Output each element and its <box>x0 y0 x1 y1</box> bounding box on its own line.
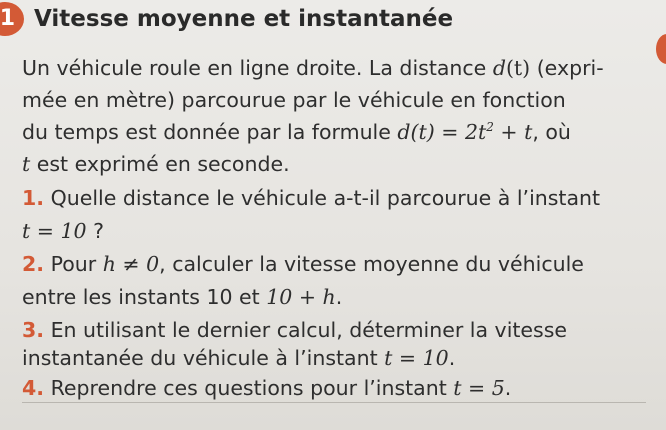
question-text: . <box>504 376 512 400</box>
math-expression: t = 5 <box>453 376 505 400</box>
question-text: instantanée du véhicule à l’instant <box>22 346 385 370</box>
math-expression: 10 + h <box>266 285 336 309</box>
question-text: . <box>335 285 343 309</box>
formula-t: t <box>478 120 487 144</box>
question-number: 1. <box>22 186 45 210</box>
statement-text: du temps est donnée par la formule <box>22 120 398 144</box>
math-expression: t = 10 <box>384 346 449 370</box>
math-var-d: d <box>492 56 506 80</box>
bottom-divider <box>22 402 646 403</box>
statement-line-2 <box>22 85 566 115</box>
statement-text: mée en mètre) parcourue par le véhicule en fonction <box>22 88 566 112</box>
question-text: En utilisant le dernier calcul, déterminer la vitesse <box>44 318 568 342</box>
question-4-line-1 <box>22 373 511 403</box>
math-expression: t = 10 <box>22 219 87 243</box>
statement-text: Un véhicule roule en ligne droite. La distance <box>22 56 493 80</box>
question-text: ? <box>86 219 104 243</box>
statement-line-4 <box>22 149 290 179</box>
question-3-line-2 <box>22 343 455 373</box>
question-1-line-2 <box>22 216 104 246</box>
math-arg-t: (t) <box>505 56 531 80</box>
question-number: 4. <box>22 376 45 400</box>
question-text: Quelle distance le véhicule a-t-il parcourue à l’instant <box>44 186 601 210</box>
edge-marker <box>656 34 666 64</box>
formula <box>397 120 532 144</box>
statement-text: (expri- <box>530 56 604 80</box>
math-var-t: t <box>22 152 31 176</box>
question-text: . <box>448 346 456 370</box>
formula-eq: = 2 <box>434 120 479 144</box>
question-text: Pour <box>44 252 103 276</box>
question-1-line-1 <box>22 183 600 213</box>
formula-lhs: d(t) <box>397 120 435 144</box>
question-3-line-1 <box>22 315 567 345</box>
question-text: , calculer la vitesse moyenne du véhicule <box>159 252 584 276</box>
statement-line-3 <box>22 117 571 147</box>
question-number: 2. <box>22 252 45 276</box>
exercise-number-badge <box>0 2 24 36</box>
exercise-number: 1 <box>0 6 15 31</box>
math-expression: h ≠ 0 <box>102 252 160 276</box>
question-2-line-2 <box>22 282 342 312</box>
question-text: Reprendre ces questions pour l’instant <box>44 376 454 400</box>
question-2-line-1 <box>22 249 584 279</box>
statement-text: est exprimé en seconde. <box>30 152 290 176</box>
statement-line-1 <box>22 53 604 83</box>
question-number: 3. <box>22 318 45 342</box>
statement-text: , où <box>532 120 571 144</box>
question-text: entre les instants 10 et <box>22 285 267 309</box>
exercise-title: Vitesse moyenne et instantanée <box>34 6 454 32</box>
formula-rest: + t <box>493 120 533 144</box>
formula-exponent: 2 <box>486 120 494 135</box>
